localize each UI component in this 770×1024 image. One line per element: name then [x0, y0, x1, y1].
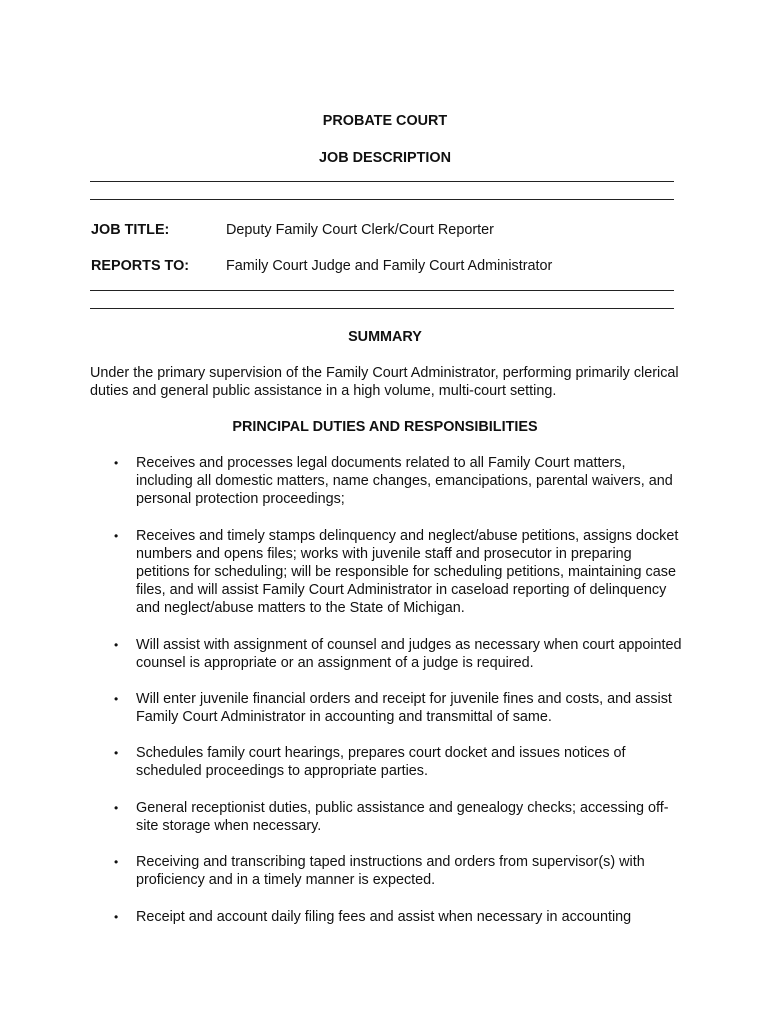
bullet-icon: •: [114, 801, 119, 815]
job-title-label: JOB TITLE:: [91, 222, 170, 238]
duty-text: Schedules family court hearings, prepares court docket and issues notices of scheduled proceedings to appropriate parties.: [136, 745, 626, 779]
doc-type-heading: JOB DESCRIPTION: [319, 150, 451, 166]
duty-text: General receptionist duties, public assistance and genealogy checks; accessing off-site storage when necessary.: [136, 800, 669, 834]
court-name-heading: PROBATE COURT: [322, 113, 448, 129]
reports-to-label: REPORTS TO:: [91, 258, 190, 274]
middle-divider-2: [90, 308, 674, 309]
summary-text: Under the primary supervision of the Family Court Administrator, performing primarily clerical duties and general public assistance in a high volume, multi-court setting.: [90, 365, 679, 399]
reports-to-value: Family Court Judge and Family Court Administrator: [226, 258, 553, 274]
duty-text: Will enter juvenile financial orders and receipt for juvenile fines and costs, and assist Family Court Administrator in accounting and transmittal of same.: [136, 691, 672, 725]
middle-divider-1: [90, 290, 674, 291]
bullet-icon: •: [114, 529, 119, 543]
summary-heading: SUMMARY: [348, 329, 422, 345]
bullet-icon: •: [114, 910, 119, 924]
duty-text: Receives and processes legal documents related to all Family Court matters, including all domestic matters, name changes, emancipations, parental waivers, and personal protection proceedings;: [136, 455, 673, 507]
top-divider-2: [90, 199, 674, 200]
top-divider-1: [90, 181, 674, 182]
bullet-icon: •: [114, 855, 119, 869]
bullet-icon: •: [114, 746, 119, 760]
duties-heading: PRINCIPAL DUTIES AND RESPONSIBILITIES: [232, 419, 538, 435]
bullet-icon: •: [114, 638, 119, 652]
duty-text: Receives and timely stamps delinquency and neglect/abuse petitions, assigns docket numbers and opens files; works with juvenile staff and prosecutor in preparing petitions for scheduling; will be responsible for scheduling petitions, maintaining case files, and will assist Family Court Administrator in caseload reporting of delinquency and neglect/abuse matters to the State of Michigan.: [136, 528, 679, 616]
duty-text: Will assist with assignment of counsel and judges as necessary when court appointed counsel is appropriate or an assignment of a judge is required.: [136, 637, 682, 671]
bullet-icon: •: [114, 456, 119, 470]
job-title-value: Deputy Family Court Clerk/Court Reporter: [226, 222, 494, 238]
bullet-icon: •: [114, 692, 119, 706]
duty-text: Receiving and transcribing taped instructions and orders from supervisor(s) with proficiency and in a timely manner is expected.: [136, 854, 645, 888]
duty-text: Receipt and account daily filing fees and assist when necessary in accounting: [136, 909, 632, 925]
